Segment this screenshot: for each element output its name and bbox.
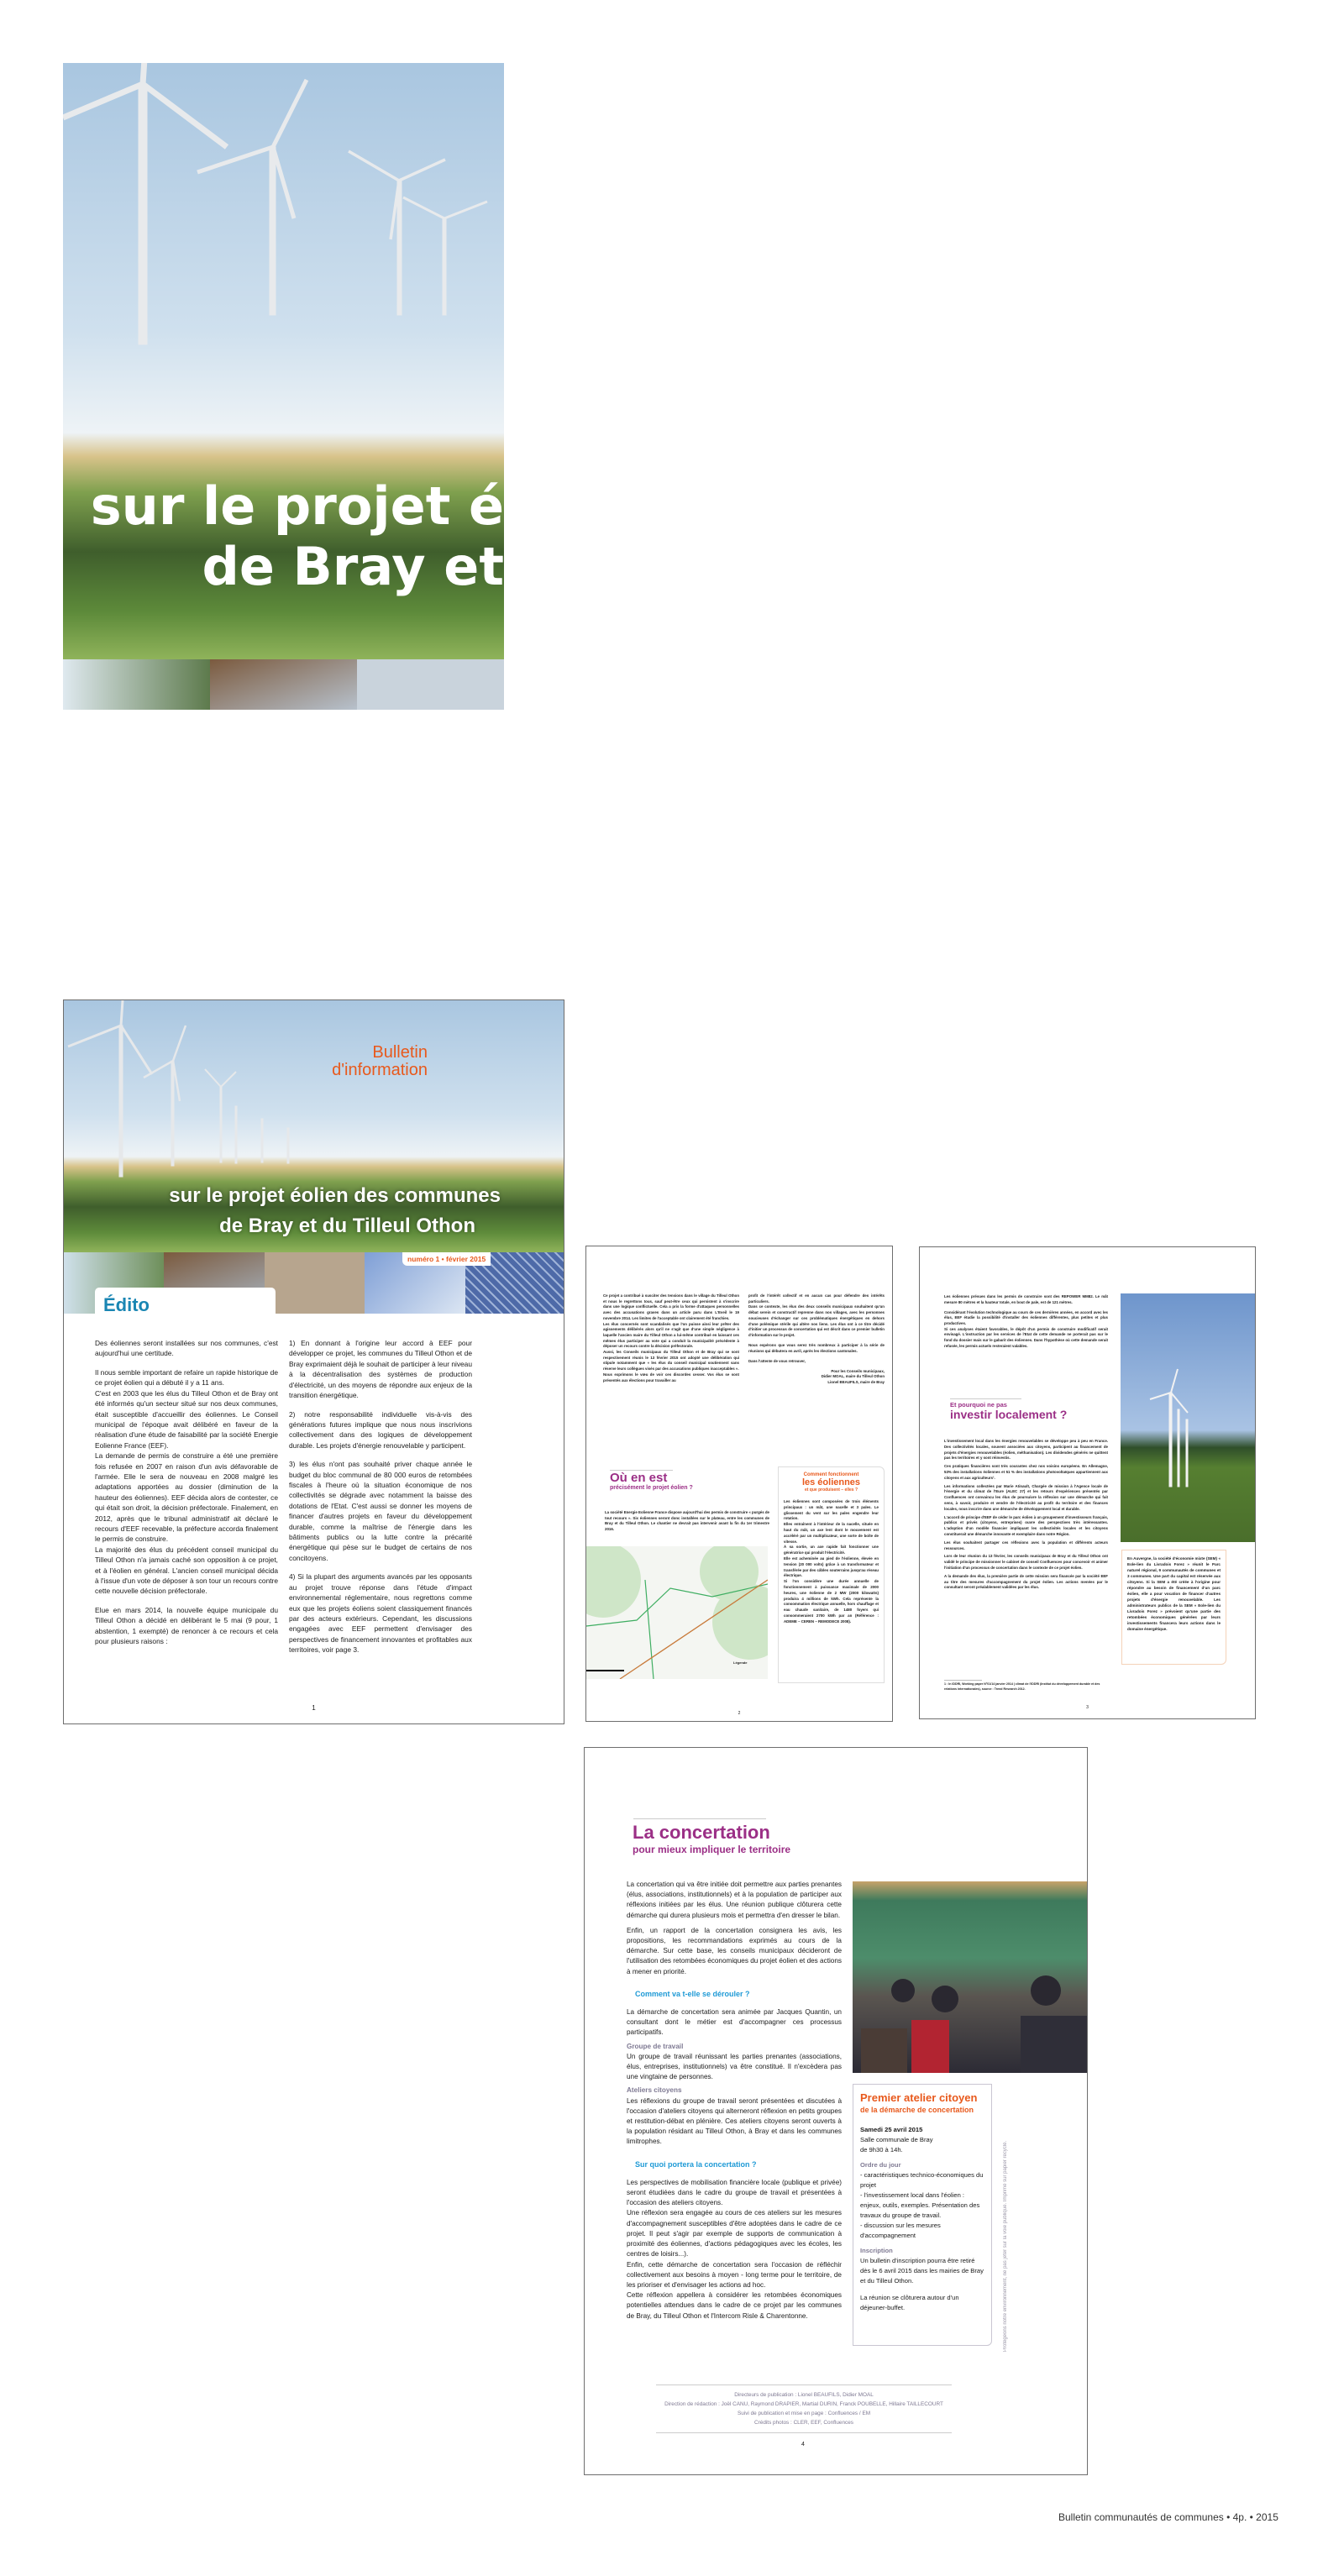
heading: Où en est xyxy=(610,1471,668,1485)
section-heading xyxy=(950,1401,1067,1420)
paragraph: Ce projet a contribué à susciter des tensions dans le village du Tilleul Othon et nous le regrettons tous, sauf peut-être ceux qui persistent à s'inscrire dans une logique conflictuelle. Cela a pris la forme d'attaques personnelles avec des accusations graves dans un article paru dans L'Eveil le 19 novembre 2014. Les limites de l'acceptable ont clairement été franchies. xyxy=(603,1293,739,1320)
paragraph: Les élus souhaitent partager ces réflexions avec la population et différents acteurs ressources. xyxy=(944,1540,1108,1550)
eco-side-note: Protégeons notre environnement, ne pas jeter sur la voie publique. Imprimé sur papier recyclé. xyxy=(1003,2140,1008,2352)
paragraph: Elle est acheminée au pied de l'éolienne, élevée en tension (20 000 volts) grâce à un transformateur et transférée par des câbles souterrains jusqu'au réseau électrique. xyxy=(784,1556,879,1578)
paragraph: L'accord de principe d'EEF de céder le parc éolien à un groupement d'investisseurs français, publics et privés (citoyens, entreprises) ouvre des perspectives très intéressantes. L'adoption d'un modèle financier impliquant les collectivités locales et les citoyens constituerait une démarche innovante et exemplaire dans notre Région. xyxy=(944,1514,1108,1536)
title-line1: sur le projet éolien des communes xyxy=(169,1184,501,1207)
box-title-line1: Comment fonctionnent xyxy=(803,1472,859,1477)
event-date: Samedi 25 avril 2015 xyxy=(860,2126,923,2133)
page-4 xyxy=(584,1747,1088,2475)
paragraph: Cette réflexion appellera à considérer les retombées économiques potentielles attendues dans le cadre de ce projet par les communes de Bray, du Tilleul Othon et l'Intercom Risle & Charentonne. xyxy=(627,2291,842,2320)
page-number: 1 xyxy=(312,1704,316,1712)
signature xyxy=(748,1369,885,1386)
heading-line2: investir localement ? xyxy=(950,1408,1068,1421)
paragraph: Enfin, cette démarche de concertation sera l'occasion de réfléchir collectivement aux besoins à moyen - long terme pour le territoire, de les prioriser et d'envisager les actions ad hoc. xyxy=(627,2260,842,2289)
divider xyxy=(944,1680,982,1681)
edito-left-column xyxy=(95,1338,278,1647)
paragraph: La démarche de concertation sera animée par Jacques Quantin, un consultant dont le métier est d'accompagner ces processus participatifs. xyxy=(627,2008,842,2037)
map-illustration xyxy=(586,1546,768,1679)
edito-heading: Édito xyxy=(103,1294,150,1315)
bulletin-line2: d'information xyxy=(332,1061,428,1079)
paragraph: Il nous semble important de refaire un rapide historique de ce projet éolien qui a débuté il y a 11 ans. xyxy=(95,1367,278,1388)
box-title-line2: les éoliennes xyxy=(801,1477,861,1487)
credits xyxy=(656,2385,952,2433)
project-intro: La société Energie Eolienne France dispose aujourd'hui des permis de construire « purgés de tout recours ». Six éoliennes seront donc installées sur le plateau, entre les communes de Bray et du Tilleul Othon. Le chantier ne devrait pas intervenir avant la fin du 1er trimestre 2016. xyxy=(605,1510,769,1532)
cover-photo-strip xyxy=(63,659,504,710)
box-subtitle: de la démarche de concertation xyxy=(860,2106,974,2114)
inscription-text: Un bulletin d'inscription pourra être retiré dès le 6 avril 2015 dans les mairies de Bray et du Tilleul Othon. xyxy=(860,2257,984,2285)
title-line2: de Bray et du Tilleul Othon xyxy=(219,1215,475,1237)
wind-turbine-info-box xyxy=(778,1466,885,1683)
signature-line: Didier MOAL, maire du Tilleul Othon xyxy=(821,1374,885,1379)
paragraph: Enfin, un rapport de la concertation consignera les avis, les propositions, les recommandations exprimés au cours de la démarche. Sur cette base, les conseils municipaux décideront de l'utilisation des retombées économiques du projet éolien et des actions à mener en priorité. xyxy=(627,1926,842,1975)
paragraph: Les réflexions du groupe de travail seront présentées et discutées à l'occasion d'ateliers citoyens qui alterneront réflexion en petits groupes et restitution-débat en plénière. Ces ateliers citoyens seront ouverts à la population résidant au Tilleul Othon, à Bray et dans les communes limitrophes. xyxy=(627,2096,842,2146)
paragraph: Les éoliennes sont composées de trois éléments principaux : un mât, une nacelle et 3 pales. Le glissement du vent sur les pales engendre leur rotation. xyxy=(784,1499,879,1521)
credit-line: Suivi de publication et mise en page : Confluences / EM xyxy=(737,2411,871,2416)
paragraph: La concertation qui va être initiée doit permettre aux parties prenantes (élus, associations, institutionnels) et à la population de participer aux réflexions initiées par les élus. Une réunion publique clôturera cette démarche qui durera plusieurs mois et permettra d'en dresser le bilan. xyxy=(627,1881,842,1919)
agenda-item: - caractéristiques technico-économiques du projet xyxy=(860,2171,984,2189)
paragraph: Elue en mars 2014, la nouvelle équipe municipale du Tilleul Othon a décidé en délibérant le 5 mai (9 pour, 1 abstention, 1 exempté) de renoncer à ce recours et cela pour plusieurs raisons : xyxy=(95,1605,278,1646)
credit-line: Crédits photos : CLER, EEF, Confluences xyxy=(754,2420,853,2426)
paragraph: A la demande des élus, la première partie de cette mission sera financée par la société EEF au titre des mesures d'accompagnement du projet éolien. Les actions menées par le consultant seront préalablement validées par les élus. xyxy=(944,1573,1108,1590)
paragraph: La demande de permis de construire a été une première fois refusée en 2007 en raison d'un avis défavorable de l'armée. Elle le sera de nouveau en 2008 malgré les adaptations apportées au dossier (diminution de la hauteur des éoliennes). EEF décida alors de contester, ce qui était son droit, la décision préfectorale. Finalement, en 2012, après que le tribunal administratif ait déclaré le recours d'EEF recevable, la préfecture accorda finalement le permis de construire. xyxy=(95,1451,278,1544)
newsletter-title xyxy=(64,1181,501,1241)
footnote: 1 : In IDDRI, Working paper N°01/14 janvier 2014 | climat de l'IDDRI (Institut du développement durable et des relations internationales), source : Trend Research 2012. xyxy=(944,1682,1100,1691)
paragraph: 1) En donnant à l'origine leur accord à EEF pour développer ce projet, les communes du Tilleul Othon et de Bray exprimaient déjà le souhait de participer à leur niveau à la décentralisation des systèmes de production d'électricité, un des moyens de répondre aux enjeux de la transition énergétique. xyxy=(289,1339,472,1400)
signature-line: Lionel BEAUFILS, maire de Bray xyxy=(827,1379,885,1384)
page-number: 3 xyxy=(1086,1705,1089,1710)
cover-image xyxy=(63,63,504,659)
signature-line: Pour les Conseils municipaux, xyxy=(831,1368,885,1373)
paragraph: Une réflexion sera engagée au cours de ces ateliers sur les mesures d'accompagnement susceptibles d'être adoptées dans le cadre de ce projet. Il peut s'agir par exemple de supports de communication à proximité des éoliennes, d'actions pédagogiques avec les écoles, les centres de loisirs...). xyxy=(627,2209,842,2259)
page-number: 4 xyxy=(801,2442,805,2447)
paragraph: Les éoliennes prévues dans les permis de construire sont des REPOWER MM82. Le mât mesure 80 mètres et la hauteur totale, en bout de pale, est de 121 mètres. xyxy=(944,1294,1108,1304)
event-time: de 9h30 à 14h. xyxy=(860,2146,903,2154)
edito-tab xyxy=(95,1288,276,1314)
map-legend: Légende xyxy=(733,1660,748,1665)
paragraph: Aussi, les Conseils municipaux du Tilleul Othon et de Bray qui se sont respectivement réunis le 13 février 2015 ont adopté une délibération qui stipule notamment que « les élus du conseil municipal soutiennent sans réserve leurs collègues visés par des accusations publiques inacceptables ». xyxy=(603,1350,739,1372)
paragraph: Les perspectives de mobilisation financière locale (publique et privée) seront étudiées dans le cadre du groupe de travail et présentées à l'occasion des ateliers citoyens. xyxy=(627,2178,842,2207)
section-heading xyxy=(633,1822,790,1855)
header-image xyxy=(64,1000,564,1252)
paragraph: Des éoliennes seront installées sur nos communes, c'est aujourd'hui une certitude. xyxy=(95,1339,278,1358)
question-heading: Sur quoi portera la concertation ? xyxy=(635,2159,757,2169)
paragraph: Ces pratiques financières sont très courantes chez nos voisins européens. En Allemagne, 53% des installations éoliennes et 51 % des installations photovoltaïques appartiennent aux citoyens et aux agriculteurs¹. xyxy=(944,1464,1108,1480)
agenda-item: - discussion sur les mesures d'accompagnement xyxy=(860,2222,941,2239)
paragraph: Dans ce contexte, les élus des deux conseils municipaux souhaitent qu'un débat serein et constructif reprenne dans nos villages, avec les personnes soucieuses d'échanger sur ces problématiques énergétiques en dehors d'une polémique stérile qui altère nos liens. Les élus ont à ce titre décidé d'initier un processus de concertation qui est décrit dans ce premier bulletin d'information sur le projet. xyxy=(748,1304,885,1337)
page-3 xyxy=(919,1246,1256,1719)
paragraph: 2) notre responsabilité individuelle vis-à-vis des générations futures implique que nous nous inscrivions collectivement dans des logiques de développement durable. Les projets d'énergie renouvelable y participent. xyxy=(289,1409,472,1450)
credit-line: Directeurs de publication : Lionel BEAUFILS, Didier MOAL xyxy=(734,2392,874,2398)
concertation-column xyxy=(627,1880,842,2322)
page3-body xyxy=(944,1439,1108,1591)
page3-top-text xyxy=(944,1294,1108,1350)
subheading: précisément le projet éolien ? xyxy=(610,1485,693,1491)
paragraph: 3) les élus n'ont pas souhaité priver chaque année le budget du bloc communal de 80 000 euros de retombées fiscales à l'heure où la situation économique de nos collectivités se dégrade avec notamment la baisse des dotations de l'Etat. C'est aussi se donner les moyens de financer d'autres projets en faveur du développement durable, comme la maîtrise de l'énergie dans les bâtiments publics ou la lutte contre la précarité énergétique qui pèse sur le budget de certains de nos concitoyens. xyxy=(289,1460,472,1562)
subheading: Ateliers citoyens xyxy=(627,2086,682,2095)
paragraph: Un groupe de travail réunissant les parties prenantes (associations, élus, entreprises, institutionnels) va être constitué. Il n'excèdera pas une vingtaine de personnes. xyxy=(627,2052,842,2081)
divider xyxy=(950,1398,1021,1399)
paragraph: Si l'on considère une durée annuelle de fonctionnement à puissance maximale de 2000 heures, une éolienne de 2 MW (2000 kilowatts) produira 4 millions de kWh. Cela représente la consommation électrique annuelle, hors chauffage et eau chaude sanitaire, de 1480 foyers qui consommeraient 2700 kWh par an (Référence : ADEME – CEREN – REMODECE 2008). xyxy=(784,1579,879,1624)
agenda-item: - l'investissement local dans l'éolien : enjeux, outils, exemples. Présentation des travaux du groupe de travail. xyxy=(860,2191,980,2219)
page-2 xyxy=(585,1246,893,1722)
wind-turbine-illustration xyxy=(1121,1293,1256,1542)
credit-line: Direction de rédaction : Joël CANU, Raymond DRAPIER, Martial DURIN, Franck POUBELLE, Hillaire TAILLECOURT xyxy=(664,2401,943,2407)
divider xyxy=(633,1818,766,1819)
paragraph: Considérant l'évolution technologique au cours de ces dernières années, en accord avec les élus, EEF étudie la possibilité d'installer des éoliennes différentes, plus petites et plus productives. xyxy=(944,1309,1108,1326)
paragraph: Nous exprimons le vœu de voir ces discordes cesser. Vos élus se sont présentés aux élections pour travailler au xyxy=(603,1372,739,1382)
question-heading: Comment va t-elle se dérouler ? xyxy=(635,1989,750,1998)
paragraph: C'est en 2003 que les élus du Tilleul Othon et de Bray ont été informés qu'un secteur situé sur nos deux communes, était susceptible d'accueillir des éoliennes. Le Conseil municipal de l'époque avait délibéré en faveur de la réalisation d'une étude de faisabilité par la société Energie Eolienne France (EEF). xyxy=(95,1388,278,1450)
workshop-box xyxy=(853,2084,992,2346)
section-heading xyxy=(610,1472,693,1491)
paragraph: Nous espérons que vous serez très nombreux à participer à la série de réunions qui débutera en avril, après les élections cantonales. xyxy=(748,1342,885,1353)
paragraph: Lors de leur réunion du 13 février, les conseils municipaux de Bray et du Tilleul Othon ont validé le principe de missionner le cabinet de conseil Confluences pour concevoir et animer l'initiation d'un processus de concertation dans le contexte de ce projet éolien. xyxy=(944,1554,1108,1570)
paragraph: Les élus concernés sont scandalisés que l'on puisse ainsi leur prêter des agissements délibérés alors qu'il ne s'agit que d'une simple négligence à laquelle l'ancien maire du Tilleul Othon a lui-même contribué en laissant ces mêmes élus participer au vote qui a conduit la municipalité précédente à déposer un recours contre la décision préfectorale. xyxy=(603,1321,739,1349)
paragraph: La majorité des élus du précédent conseil municipal du Tilleul Othon n'a jamais caché son opposition à ce projet, et à l'éolien en général. L'ancien conseil municipal décida à l'issue d'un vote de déposer à son tour un recours contre cette nouvelle décision préfectorale. xyxy=(95,1545,278,1596)
cover-title-line2: de Bray et xyxy=(202,536,504,597)
cover-title xyxy=(91,476,504,597)
closing-text: La réunion se clôturera autour d'un déjeuner-buffet. xyxy=(860,2294,959,2311)
page2-left-column xyxy=(603,1293,739,1383)
paragraph: Si ces analyses étaient favorables, le dépôt d'un permis de construire modificatif serait envisagé. L'instruction par les services de l'Etat de cette demande ne porterait pas sur le fond du dossier mais sur le gabarit des éoliennes. Dans l'hypothèse où cette demande serait refusée, les permis actuels resteraient valables. xyxy=(944,1326,1108,1348)
cover-title-line1: sur le projet é xyxy=(90,475,504,537)
page-title: La concertation xyxy=(633,1822,770,1843)
paragraph: Elles entraînent à l'intérieur de la nacelle, située en haut du mât, un axe lent dont le mouvement est accéléré par un multiplicateur, une sorte de boîte de vitesse. xyxy=(784,1522,879,1544)
paragraph: Les informations collectées par Marie Atinault, Chargée de mission à l'Agence locale de l'énergie et du climat de l'Eure (ALEC 27) et les retours d'expériences présentés par Confluences ont convaincu les élus de poursuivre la réflexion sur une démarche qui fait sens, à savoir, produire et vendre de l'électricité au profit du territoire et des finances locales, nous inscrire dans une démarche de développement local et durable. xyxy=(944,1483,1108,1511)
heading-line1: Et pourquoi ne pas xyxy=(950,1401,1007,1409)
bulletin-label xyxy=(332,1044,428,1079)
page2-right-column xyxy=(748,1293,885,1386)
inscription-label: Inscription xyxy=(860,2247,893,2254)
document-caption: Bulletin communautés de communes • 4p. • 2015 xyxy=(1058,2511,1278,2523)
audience-illustration xyxy=(853,1881,1088,2073)
meeting-photo xyxy=(853,1881,1088,2073)
turbine-photo xyxy=(1121,1293,1256,1542)
paragraph: Dans l'attente de vous retrouver, xyxy=(748,1358,806,1363)
paragraph: À sa sortie, un axe rapide fait fonctionner une génératrice qui produit l'électricité. xyxy=(784,1545,879,1556)
paragraph: 4) Si la plupart des arguments avancés par les opposants au projet trouve réponse dans l'étude d'impact environnemental réglementaire, nous regrettons comme eux que les projets éoliens soient classiquement financés par des acteurs extérieurs. Cependant, les discussions engagées avec EEF permettent d'envisager des perspectives de financement innovantes et profitables aux territoires, voir page 3. xyxy=(289,1572,472,1655)
issue-badge: numéro 1 • février 2015 xyxy=(402,1252,491,1266)
subheading: Groupe de travail xyxy=(627,2042,684,2050)
edito-right-column xyxy=(289,1338,472,1655)
page-1 xyxy=(63,999,564,1724)
page-subtitle: pour mieux impliquer le territoire xyxy=(633,1844,791,1855)
box-title: Premier atelier citoyen xyxy=(860,2091,978,2104)
event-place: Salle communale de Bray xyxy=(860,2136,933,2143)
project-map xyxy=(586,1546,768,1679)
paragraph: profit de l'intérêt collectif et en aucun cas pour défendre des intérêts particuliers. xyxy=(748,1293,885,1304)
page-number: 2 xyxy=(738,1711,741,1716)
agenda-label: Ordre du jour xyxy=(860,2161,901,2169)
paragraph: L'investissement local dans les énergies renouvelables se développe peu à peu en France. Des collectivités locales, souvent associées aux citoyens, participent au financement de projets d'énergies renouvelables (éolien, méthanisation). Les dividendes générés ne quittent pas les territoires et y sont réinvestis. xyxy=(944,1439,1108,1461)
auvergne-box: En Auvergne, la société d'économie mixte (SEM) « Eole-lien du Livradois Forez » réunit le Parc naturel régional, 9 communautés de communes et 3 communes. Une part du capital est réservée aux citoyens. Si la SEM a été créée à l'origine pour répondre au besoin de financement d'un parc éolien, elle a pour vocation de financer d'autres projets d'énergie renouvelable. Les administrateurs publics de la SEM « Eole-lien du Livradois Forez » prévoient qu'une partie des retombées économiques générées par leurs investissements financera leurs actions dans le domaine énergétique. xyxy=(1121,1550,1226,1665)
box-title-line3: et que produisent – elles ? xyxy=(804,1487,858,1493)
bulletin-line1: Bulletin xyxy=(372,1043,428,1062)
